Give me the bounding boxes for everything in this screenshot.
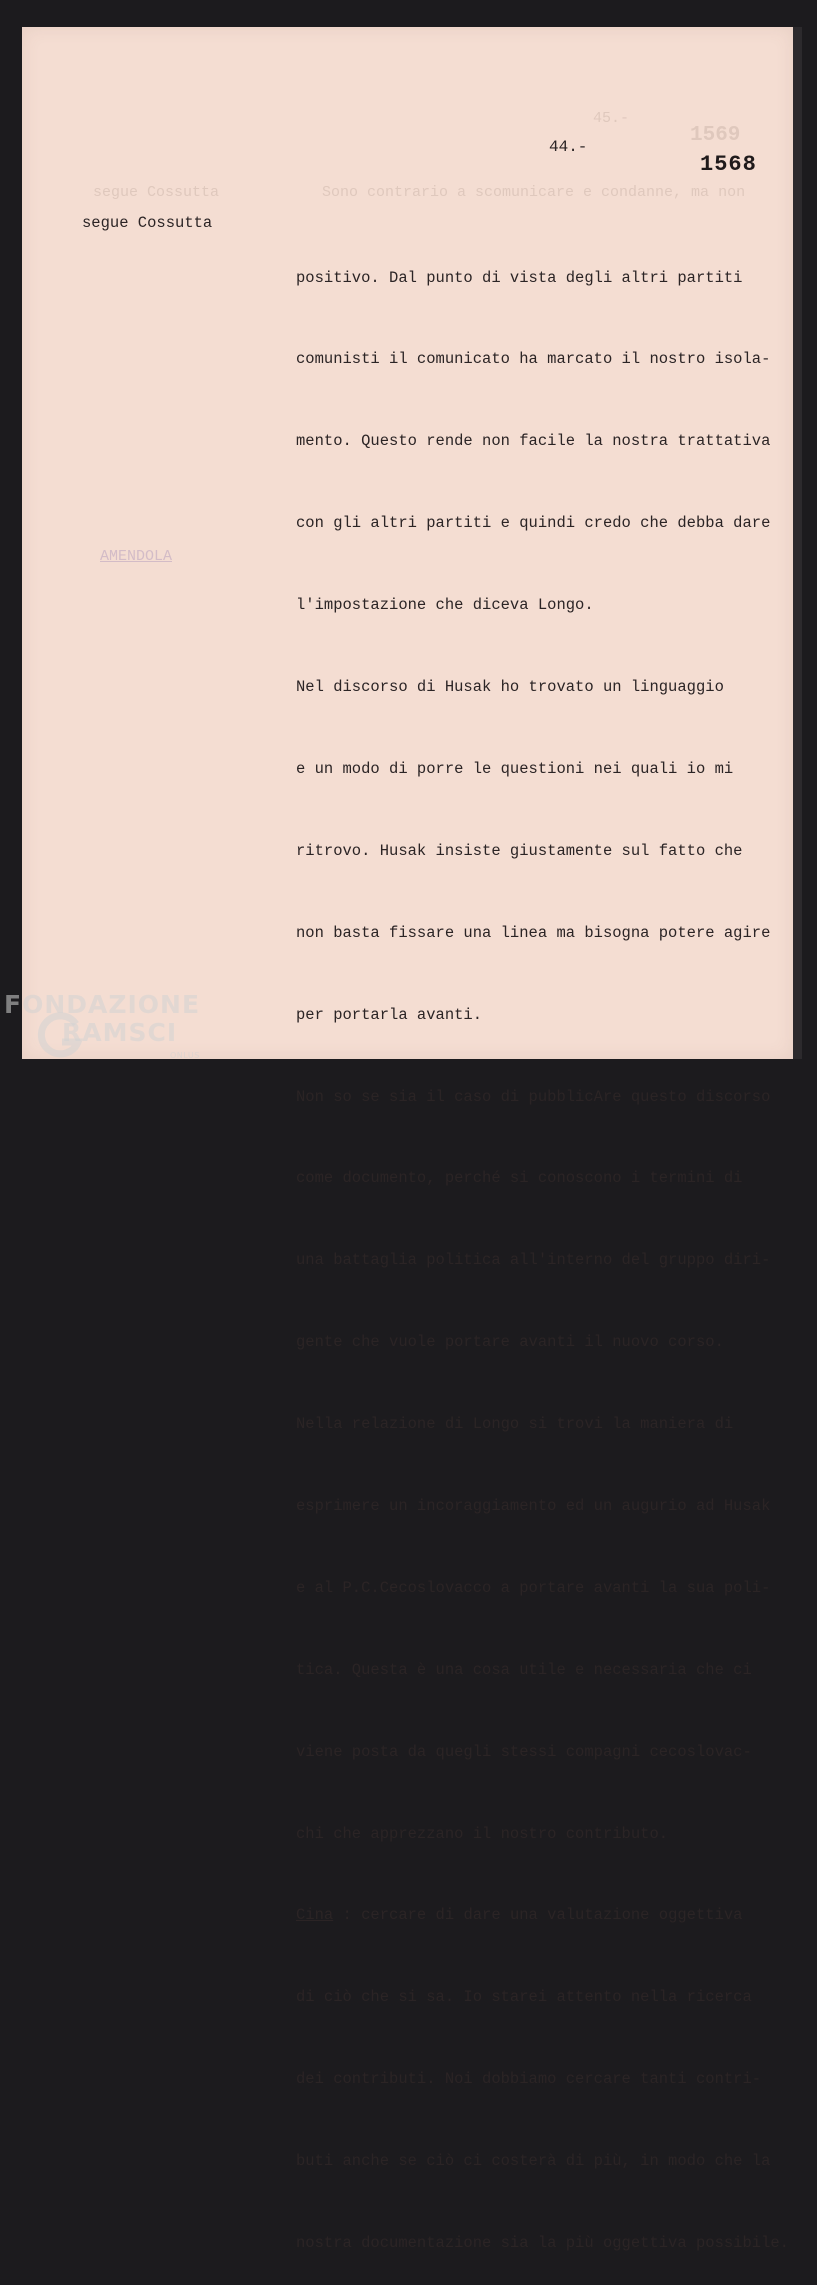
text-line: mento. Questo rende non facile la nostra trattativa (296, 432, 771, 451)
text-line: ritrovo. Husak insiste giustamente sul fatto che (296, 841, 743, 860)
watermark-line1: FONDAZIONE (4, 990, 201, 1019)
text-line: comunisti il comunicato ha marcato il nostro isola- (296, 350, 771, 369)
text-line: positivo. Dal punto di vista degli altri partiti (296, 268, 743, 287)
text-line: dei contributi. Noi dobbiamo cercare tanti contri- (296, 2070, 762, 2089)
text-line: e un modo di porre le questioni nei quali io mi (296, 759, 734, 778)
cina-text: : cercare di dare una valutazione oggettiva (333, 1906, 743, 1925)
watermark-line2: RAMSCI (62, 1018, 178, 1047)
body-text (296, 210, 791, 2285)
text-line: esprimere un incoraggiamento ed un augurio ad Husak (296, 1496, 771, 1515)
ghost-archive-number: 1569 (690, 124, 741, 147)
ghost-speaker-name: AMENDOLA (100, 548, 173, 565)
text-line: Nel discorso di Husak ho trovato un linguaggio (296, 678, 724, 697)
page-number: 44.- (549, 138, 588, 156)
text-line-cina (296, 1902, 791, 1929)
text-line: non basta fissare una linea ma bisogna potere agire (296, 923, 771, 942)
cina-label: Cina (296, 1906, 334, 1925)
speaker-label: segue Cossutta (82, 214, 213, 232)
ghost-speaker-label: segue Cossutta (93, 184, 220, 201)
text-line: e al P.C.Cecoslovacco a portare avanti la sua poli- (296, 1578, 771, 1597)
ghost-page-number: 45.- (593, 110, 630, 127)
text-line: buti anche se ciò ci costerà di più, in modo che la (296, 2152, 771, 2171)
text-line: per portarla avanti. (296, 1005, 483, 1024)
fondazione-gramsci-watermark (4, 990, 201, 1060)
text-line: con gli altri partiti e quindi credo che debba dare (296, 514, 771, 533)
text-line: come documento, perché si conoscono i termini di (296, 1169, 743, 1188)
text-line: gente che vuole portare avanti il nuovo corso. (296, 1333, 724, 1352)
text-line: nostra documentazione sia la più oggettiva possibile. (296, 2233, 789, 2252)
text-line: l'impostazione che diceva Longo. (296, 596, 594, 615)
ghost-text-line: Sono contrario a scomunicare e condanne, ma non (322, 184, 746, 201)
text-line: tica. Questa è una cosa utile e necessaria che ci (296, 1660, 752, 1679)
text-line: Nella relazione di Longo si trovi la maniera di (296, 1415, 734, 1434)
text-line: di ciò che si sa. Io starei attento nella ricerca (296, 1988, 752, 2007)
text-line: Non so se sia il caso di pubblicAre questo discorso (296, 1087, 771, 1106)
page-edge (793, 27, 802, 1059)
watermark-small: ONLUS (170, 1051, 200, 1060)
text-line: chi che apprezzano il nostro contributo. (296, 1824, 669, 1843)
text-line: viene posta da quegli stessi compagni cecoslovac- (296, 1742, 752, 1761)
archive-number: 1568 (700, 152, 757, 177)
text-line: una battaglia politica all'interno del gruppo diri- (296, 1251, 771, 1270)
